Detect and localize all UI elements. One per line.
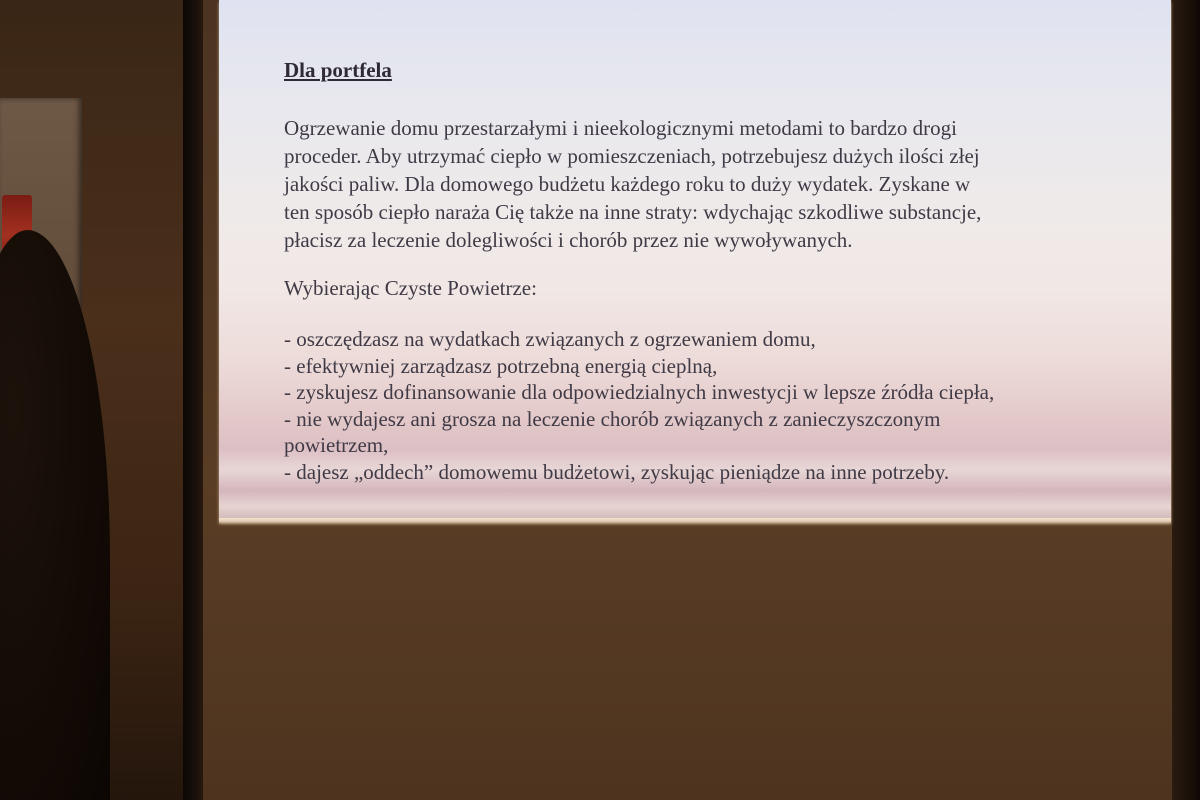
screen-frame-left bbox=[183, 0, 205, 800]
screen-frame-right bbox=[1172, 0, 1200, 800]
slide-bottom-edge bbox=[219, 518, 1171, 524]
slide-title: Dla portfela bbox=[284, 58, 392, 82]
bullet-item: - dajesz „oddech” domowemu budżetowi, zyskując pieniądze na inne potrzeby. bbox=[284, 459, 950, 484]
slide-paragraph bbox=[284, 114, 1144, 254]
paragraph-line: Ogrzewanie domu przestarzałymi i nieekologicznymi metodami to bardzo drogi bbox=[284, 116, 957, 140]
bullet-item-continuation: powietrzem, bbox=[284, 433, 389, 457]
paragraph-line: płacisz za leczenie dolegliwości i chorób przez nie wywoływanych. bbox=[284, 228, 853, 252]
paragraph-line: jakości paliw. Dla domowego budżetu każdego roku to duży wydatek. Zyskane w bbox=[284, 172, 971, 196]
bullet-item: - zyskujesz dofinansowanie dla odpowiedzialnych inwestycji w lepsze źródła ciepła, bbox=[284, 380, 995, 404]
bullet-item: - nie wydajesz ani grosza na leczenie chorób związanych z zanieczyszczonym bbox=[284, 406, 941, 431]
projected-slide bbox=[219, 0, 1171, 522]
bullet-item: - oszczędzasz na wydatkach związanych z ogrzewaniem domu, bbox=[284, 327, 816, 351]
bullet-item: - efektywniej zarządzasz potrzebną energią cieplną, bbox=[284, 353, 718, 378]
bullet-list bbox=[284, 326, 1144, 485]
slide-subheading: Wybierając Czyste Powietrze: bbox=[284, 276, 537, 300]
paragraph-line: proceder. Aby utrzymać ciepło w pomieszczeniach, potrzebujesz dużych ilości złej bbox=[284, 144, 980, 168]
paragraph-line: ten sposób ciepło naraża Cię także na inne straty: wdychając szkodliwe substancje, bbox=[284, 200, 982, 224]
